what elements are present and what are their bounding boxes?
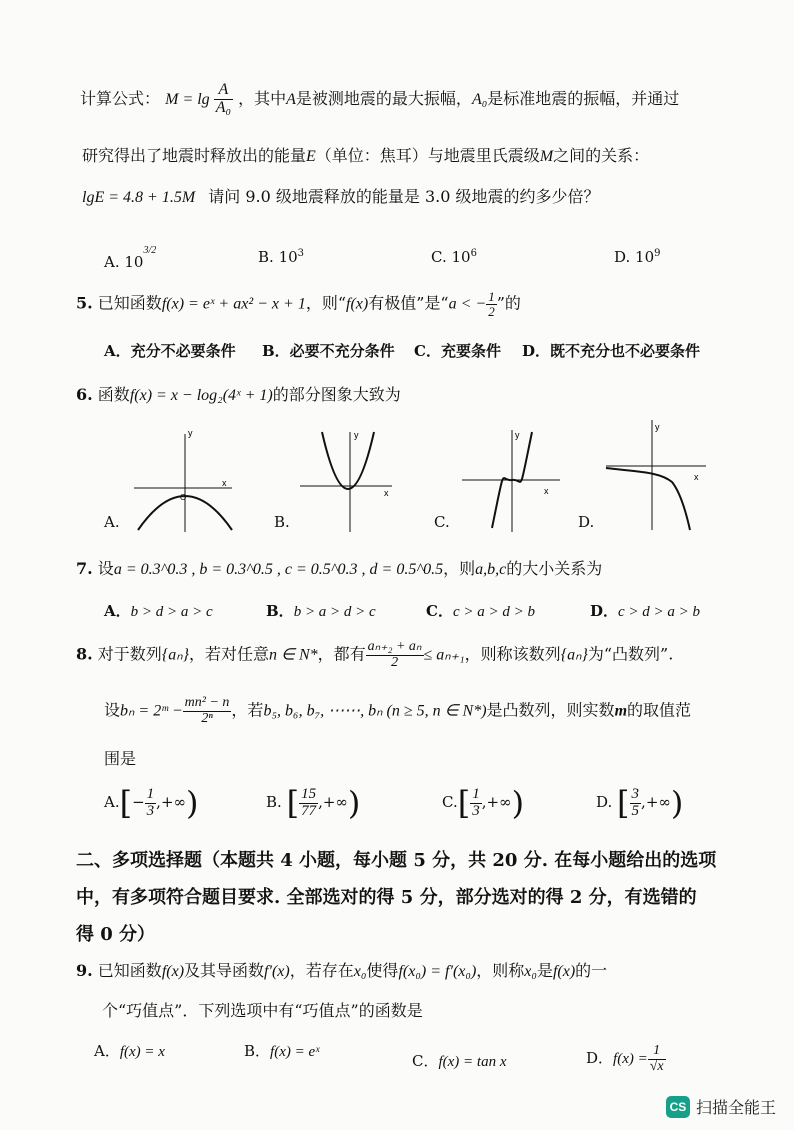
formula-fraction (214, 82, 233, 117)
function: f(x) = eˣ + ax² − x + 1 (161, 295, 306, 313)
label: D． (586, 1049, 614, 1068)
condition-frac (486, 290, 497, 318)
base: 10 (124, 253, 144, 271)
q-number: 9. (76, 961, 93, 980)
question-8-line1 (76, 640, 673, 670)
text: 之间的关系： (553, 146, 650, 165)
q6-option-c[interactable]: C. (434, 513, 450, 531)
q8-option-d[interactable]: D. [ $\frac{3}{5}$ ,+∞) (596, 784, 684, 822)
frac (648, 1044, 666, 1074)
var-m: m (614, 702, 628, 720)
expr: b > d > a > c (130, 604, 213, 620)
axis-x-label: x (384, 488, 389, 498)
frac-num: A (214, 82, 233, 100)
section-2-heading-line2: 中，有多项符合题目要求. 全部选对的得 5 分，部分选对的得 2 分，有选错的 (76, 887, 697, 908)
question-8-line2 (104, 696, 691, 726)
den: 3 (472, 802, 480, 819)
num: 3 (631, 785, 640, 802)
q6-option-d[interactable]: D. (578, 513, 595, 531)
den: 2 (488, 303, 495, 319)
section-2-heading-line3: 得 0 分） (76, 924, 156, 945)
num: 1 (648, 1044, 666, 1060)
text: 已知函数 (97, 961, 162, 980)
q6-option-a[interactable]: A. (104, 513, 120, 531)
q6-option-b[interactable]: B. (274, 513, 290, 531)
text: 为“凸数列”. (587, 644, 674, 664)
axis-y-label: y (354, 430, 359, 440)
question-9-line2: 个“巧值点”．下列选项中有“巧值点”的函数是 (102, 1001, 423, 1020)
num: mn² − n (184, 695, 230, 710)
label: B. (266, 793, 282, 811)
label: C. (442, 793, 458, 811)
label: D. (596, 793, 613, 811)
q9-option-d[interactable] (586, 1044, 666, 1074)
q5-option-b[interactable]: B．必要不充分条件 (262, 342, 395, 360)
frac (145, 787, 157, 820)
q-number: 7. (76, 559, 93, 578)
question-9-line1 (76, 958, 607, 981)
expr: f(x) = tan x (438, 1054, 507, 1070)
text: 有极值”是“ (368, 293, 449, 313)
label: C． (412, 1052, 439, 1070)
cs-logo-icon: CS (666, 1096, 690, 1118)
axis-y-label: y (515, 430, 520, 440)
q7-option-c[interactable] (426, 600, 535, 621)
den: 5 (631, 802, 640, 819)
condition: f(x) (346, 295, 369, 313)
label: B． (244, 1042, 271, 1060)
num: 1 (488, 289, 495, 304)
condition-b: a < − (448, 295, 487, 313)
var-a0: A₀ (471, 90, 488, 108)
frac-den: A₀ (215, 98, 232, 116)
sequence: {aₙ} (161, 646, 189, 664)
expr: c > d > a > b (618, 604, 701, 620)
var-m: M (539, 148, 554, 165)
expr: b > a > d > c (293, 604, 376, 620)
expr: c > a > d > b (452, 604, 535, 620)
sequence-2: {aₙ} (560, 646, 588, 664)
label: C． (426, 602, 453, 620)
q-number: 6. (76, 385, 93, 404)
label: C. (431, 248, 447, 266)
expr: f(x) = eˣ (270, 1044, 320, 1060)
formula-prefix: 计算公式： (80, 88, 161, 108)
q4-option-c[interactable] (431, 248, 477, 266)
question-8-line3: 围是 (104, 749, 137, 768)
question-5 (76, 290, 521, 318)
axis-x-label: x (544, 486, 549, 496)
q5-option-c[interactable]: C．充要条件 (414, 342, 501, 360)
f-2: f(x) (552, 963, 576, 980)
label: B． (266, 602, 294, 620)
x0: x₀ (353, 963, 367, 980)
function: f(x) = x − log₂(4ˣ + 1) (129, 387, 273, 404)
text: 及其导函数 (184, 961, 265, 980)
exponent: 9 (654, 248, 661, 259)
label: D. (614, 248, 631, 266)
q-number: 5. (76, 293, 93, 313)
brand-name: 扫描全能王 (695, 1098, 776, 1117)
question-6 (76, 382, 401, 405)
q7-option-a[interactable] (104, 600, 213, 621)
condition: n ∈ N* (269, 646, 318, 664)
den: √x (649, 1058, 664, 1074)
text: ，若对任意 (188, 644, 269, 664)
den: 77 (301, 802, 317, 819)
text: 的取值范 (627, 700, 692, 720)
frac (630, 787, 642, 820)
x0-2: x₀ (524, 963, 537, 980)
seq-list: b₅, b₆, b₇, ⋯⋯, bₙ (n ≥ 5, n ∈ N*) (263, 702, 487, 720)
q5-option-d[interactable]: D．既不充分也不必要条件 (522, 342, 701, 360)
line-3 (82, 184, 599, 207)
den: 2 (391, 654, 399, 670)
text: 设 (104, 700, 121, 720)
section-2-heading-line1: 二、多项选择题（本题共 4 小题，每小题 5 分，共 20 分. 在每小题给出的选项 (76, 850, 717, 871)
text: 是 (536, 961, 553, 980)
text: 函数 (97, 385, 130, 404)
label: A. (104, 793, 120, 811)
q-number: 8. (76, 644, 93, 664)
var-e: E (306, 148, 316, 165)
num: 15 (301, 785, 317, 802)
q7-option-d[interactable] (590, 600, 700, 621)
equation: f(x₀) = f′(x₀) (398, 963, 477, 980)
label: A. (104, 253, 120, 271)
f-prime: f′(x) (264, 963, 290, 980)
frac (470, 787, 482, 820)
q6-graphs (0, 420, 794, 560)
text: ，都有 (317, 644, 366, 664)
energy-formula: lgE = 4.8 + 1.5M (82, 189, 196, 206)
axis-x-label: x (694, 472, 699, 482)
origin-label: O (180, 493, 187, 502)
q4-option-d[interactable] (614, 248, 661, 266)
text: ，则称 (476, 961, 525, 980)
sign: − (132, 793, 145, 811)
den: 3 (146, 802, 155, 819)
var-a: A (286, 90, 296, 108)
q4-option-b[interactable] (258, 248, 304, 266)
axis-x-label: x (222, 478, 227, 488)
text: 已知函数 (97, 293, 162, 313)
q8-option-b[interactable]: B. [ $\frac{15}{77}$ ,+∞) (266, 784, 361, 822)
formula-line (80, 82, 679, 117)
values: a = 0.3^0.3 , b = 0.3^0.5 , c = 0.5^0.3 , d = 0.5^0.5 (113, 561, 444, 578)
ineq-rhs: ≤ aₙ₊₁ (423, 646, 465, 664)
label: A． (94, 1042, 120, 1060)
base: 10 (278, 248, 298, 266)
label: D． (590, 602, 619, 620)
exponent: 3 (297, 248, 305, 259)
scanner-brand (666, 1095, 776, 1118)
text: 研究得出了地震时释放出的能量 (82, 146, 307, 165)
q5-option-a[interactable]: A．充分不必要条件 (104, 342, 236, 360)
text: 的大小关系为 (506, 559, 603, 578)
text: 对于数列 (97, 644, 162, 664)
f: f(x) (161, 963, 185, 980)
text: 设 (97, 559, 114, 578)
graph-d[interactable] (606, 420, 706, 530)
text: 的一 (575, 961, 608, 980)
num: aₙ₊₂ + aₙ (367, 639, 422, 654)
exponent: 6 (470, 248, 477, 259)
text: ，若存在 (289, 961, 354, 980)
q9-option-a[interactable] (94, 1040, 165, 1061)
bn-def: bₙ = 2ᵐ − (120, 702, 183, 720)
question: 请问 9.0 级地震释放的能量是 3.0 级地震的约多少倍？ (208, 187, 600, 206)
text: 使得 (366, 961, 399, 980)
num: 1 (146, 785, 155, 802)
label: A． (104, 602, 131, 620)
frac (299, 787, 318, 820)
text: 是凸数列，则实数 (486, 700, 615, 720)
den: 2ⁿ (201, 710, 213, 726)
q9-option-b[interactable] (244, 1040, 319, 1061)
ineq-frac (366, 640, 424, 670)
infinity: +∞ (645, 793, 671, 811)
base: 10 (635, 248, 655, 266)
text: ”的 (496, 293, 521, 313)
text: 的部分图象大致为 (272, 385, 401, 404)
q4-option-a[interactable] (104, 246, 156, 271)
q8-option-c[interactable]: C.[ $\frac{1}{3}$ ,+∞) (442, 784, 525, 822)
text: ，则 (443, 559, 476, 578)
axis-y-label: y (188, 428, 193, 438)
label: B. (258, 248, 274, 266)
expr: f(x) = (613, 1051, 648, 1068)
line-2 (82, 143, 649, 166)
bn-frac (183, 696, 232, 726)
text: ，则“ (305, 293, 347, 313)
text: 是标准地震的振幅，并通过 (487, 88, 680, 108)
vars: a,b,c (475, 561, 507, 578)
text: （单位：焦耳）与地震里氏震级 (315, 146, 540, 165)
base: 10 (451, 248, 471, 266)
question-7 (76, 556, 602, 579)
infinity: +∞ (322, 793, 348, 811)
q8-option-a[interactable]: A.[− $\frac{1}{3}$ ,+∞) (104, 784, 199, 822)
text: 是被测地震的最大振幅， (295, 88, 472, 108)
num: 1 (472, 785, 480, 802)
formula-left: M = lg (165, 90, 214, 108)
infinity: +∞ (486, 793, 512, 811)
expr: f(x) = x (119, 1044, 165, 1060)
graph-b[interactable] (300, 430, 392, 532)
exponent: 3/2 (143, 245, 157, 256)
q7-option-b[interactable] (266, 600, 376, 621)
text: ，则称该数列 (464, 644, 561, 664)
q9-option-c[interactable] (412, 1050, 507, 1071)
text: ，若 (231, 700, 264, 720)
text: ，其中 (238, 88, 287, 108)
infinity: +∞ (160, 793, 187, 811)
graph-a[interactable] (134, 428, 232, 532)
axis-y-label: y (655, 422, 660, 432)
graph-c[interactable] (462, 430, 560, 532)
